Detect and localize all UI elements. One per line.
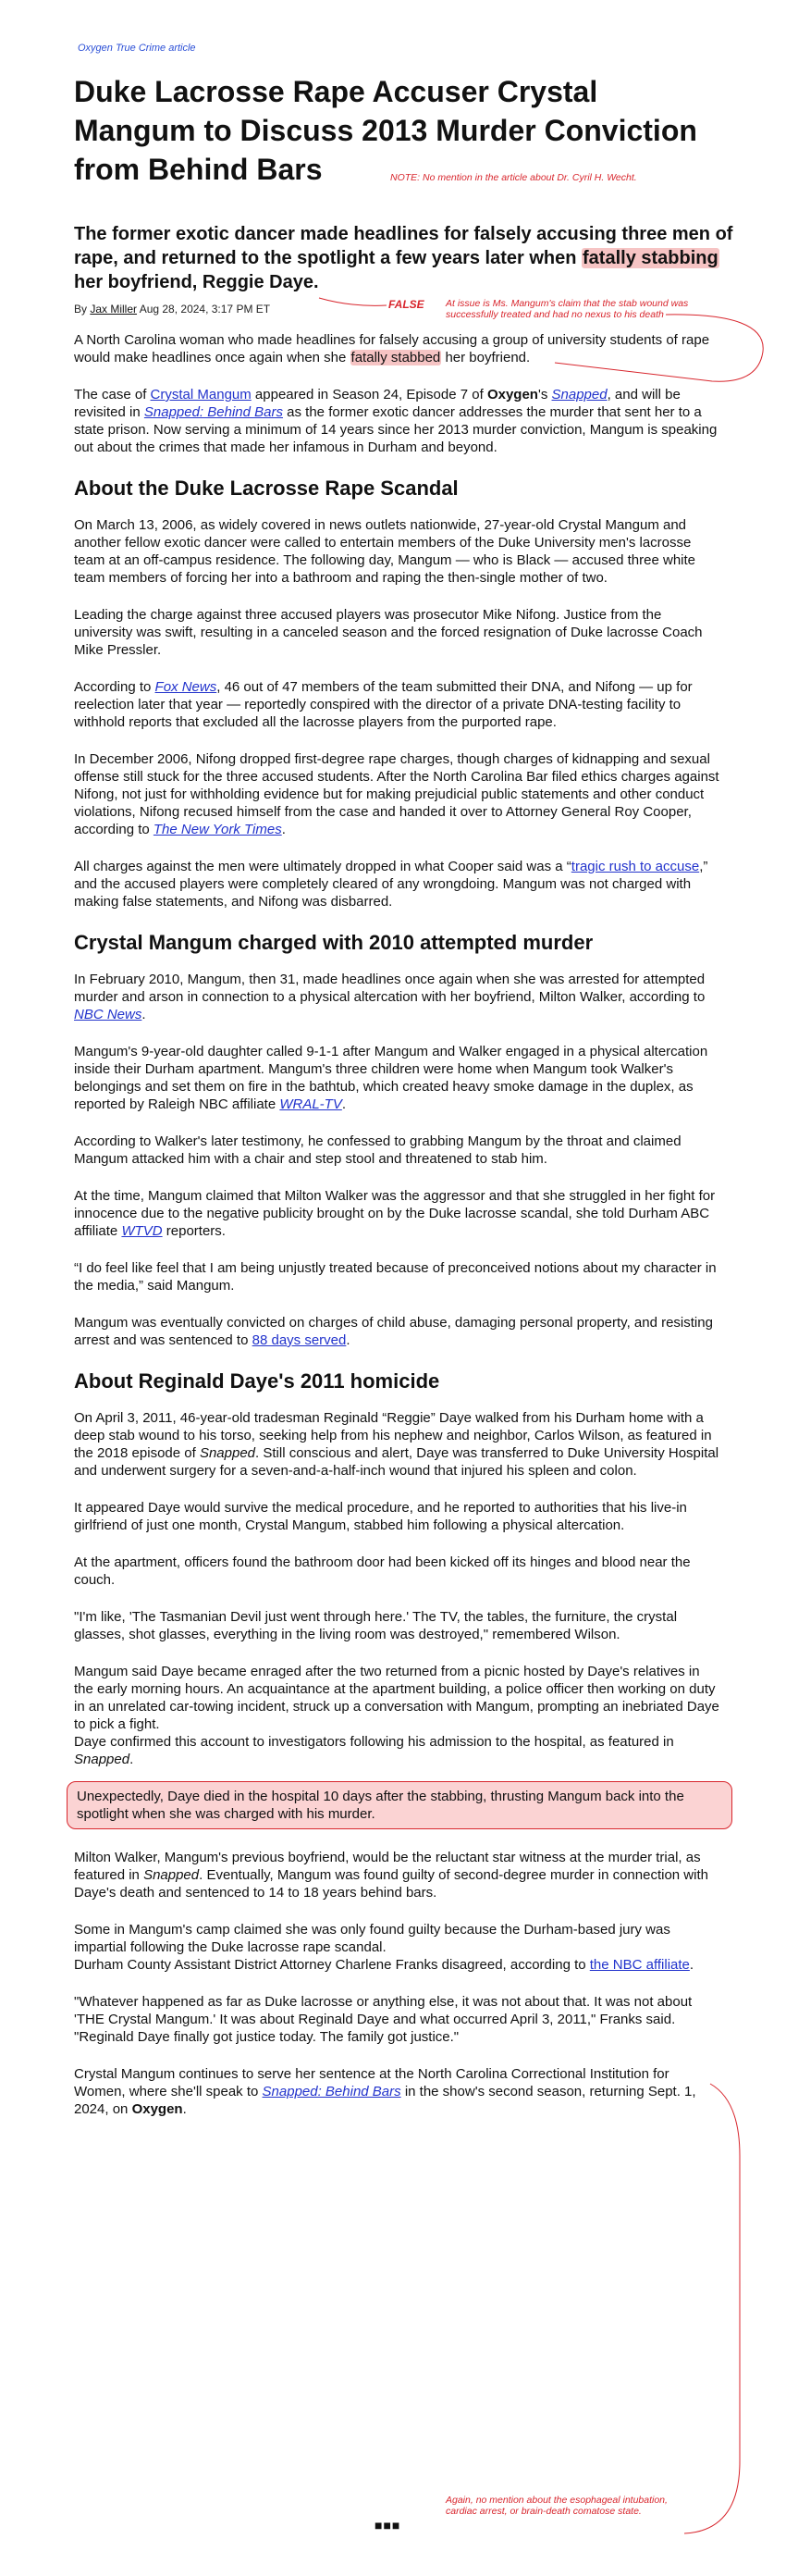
section1-paragraph-4: In December 2006, Nifong dropped first-degree rape charges, though charges of kidnapping and sexual offense still stuck for the three accused students. After the North Carolina Bar filed ethics charges against Nifong, not just for withholding evidence but for making prejudicial public statements and other conduct violations, Nifong recused himself from the case and handed it over to Attorney General Roy Cooper, according to The New York Times. xyxy=(74,751,719,837)
intro-paragraph-2: The case of Crystal Mangum appeared in Season 24, Episode 7 of Oxygen's Snapped, and will be revisited in Snapped: Behind Bars as the former exotic dancer addresses the murder that sent her to a state prison. Now serving a minimum of 14 years since her 2013 murder conviction, Mangum is speaking out about the crimes that made her infamous in Durham and beyond. xyxy=(74,387,718,455)
section3-paragraph-1: On April 3, 2011, 46-year-old tradesman Reginald “Reggie” Daye walked from his Durham home with a deep stab wound to his torso, seeking help from his nephew and neighbor, Carlos Wilson, as featured in the 2018 episode of Snapped. Still conscious and alert, Daye was transferred to Duke University Hospital and underwent surgery for a seven-and-a-half-inch wound that injured his spleen and colon. xyxy=(74,1410,719,1479)
annotation-wecht-note: NOTE: No mention in the article about Dr. Cyril H. Wecht. xyxy=(390,172,637,183)
section3-paragraph-5: Mangum said Daye became enraged after the two returned from a picnic hosted by Daye's relatives in the early morning hours. An acquaintance at the apartment building, a police officer then working on duty in an unrelated car-towing incident, struck up a conversation with Mangum, prompting an inebriated Daye to pick a fight. Daye confirmed this account to investigators following his admission to the hospital, as featured in Snapped. xyxy=(74,1664,719,1767)
annotation-connector-end xyxy=(684,2084,740,2533)
section3-paragraph-2: It appeared Daye would survive the medical procedure, and he reported to authorities that his live-in girlfriend of just one month, Crystal Mangum, stabbed him following a physical altercation. xyxy=(74,1500,687,1533)
section3-paragraph-3: At the apartment, officers found the bathroom door had been kicked off its hinges and blood near the couch. xyxy=(74,1554,691,1588)
intro-highlight: fatally stabbed xyxy=(350,350,441,365)
crystal-mangum-link[interactable]: Crystal Mangum xyxy=(150,387,252,402)
byline: By Jax Miller Aug 28, 2024, 3:17 PM ET xyxy=(74,303,271,316)
section1-paragraph-5: All charges against the men were ultimately dropped in what Cooper said was a “tragic rush to accuse,” and the accused players were completely cleared of any wrongdoing. Mangum was not charged with making false statements, and Nifong was disbarred. xyxy=(74,859,708,910)
snapped-behind-bars-link[interactable]: Snapped: Behind Bars xyxy=(143,404,283,420)
section2-paragraph-4: At the time, Mangum claimed that Milton Walker was the aggressor and that she struggled in her fight for innocence due to the negative publicity brought on by the Duke lacrosse scandal, she told Durham ABC affiliate WTVD reporters. xyxy=(74,1188,716,1239)
author-link[interactable]: Jax Miller xyxy=(90,303,138,316)
wral-tv-link[interactable]: WRAL-TV xyxy=(279,1096,342,1112)
section3-paragraph-4: "I'm like, 'The Tasmanian Devil just went through here.' The TV, the tables, the furniture, the crystal glasses, shot glasses, everything in the living room was destroyed," remembered Wilson. xyxy=(74,1609,678,1642)
article-body xyxy=(74,331,721,2137)
annotation-end-note: Again, no mention about the esophageal intubation, cardiac arrest, or brain-death comatose state. xyxy=(446,2495,668,2517)
new-york-times-link[interactable]: The New York Times xyxy=(153,822,282,837)
section-heading-duke-lacrosse: About the Duke Lacrosse Rape Scandal xyxy=(74,477,459,500)
section2-paragraph-2: Mangum's 9-year-old daughter called 9-1-1 after Mangum and Walker engaged in a physical altercation inside their Durham apartment. Mangum's three children were home when Mangum took Walker's belongings and set them on fire in the bathtub, which created heavy smoke damage in the duplex, as reported by Raleigh NBC affiliate WRAL-TV. xyxy=(74,1044,708,1112)
highlighted-death-paragraph: Unexpectedly, Daye died in the hospital 10 days after the stabbing, thrusting Mangum back into the spotlight when she was charged with his murder. xyxy=(67,1781,732,1829)
annotation-false-label: FALSE xyxy=(388,298,424,311)
section2-paragraph-3: According to Walker's later testimony, he confessed to grabbing Mangum by the throat and claimed Mangum attacked him with a chair and step stool and threatened to stab him. xyxy=(74,1133,682,1167)
section-heading-daye-homicide: About Reginald Daye's 2011 homicide xyxy=(74,1369,440,1393)
section1-paragraph-2: Leading the charge against three accused players was prosecutor Mike Nifong. Justice from the university was swift, resulting in a canceled season and the forced resignation of Duke lacrosse Coach Mike Pressler. xyxy=(74,607,703,658)
nbc-news-link[interactable]: NBC News xyxy=(74,1007,142,1022)
article-end-mark: ■■■ xyxy=(375,2518,401,2533)
fox-news-link[interactable]: Fox News xyxy=(154,679,217,695)
88-days-served-link[interactable]: 88 days served xyxy=(252,1332,347,1348)
intro-paragraph-1: A North Carolina woman who made headlines for falsely accusing a group of university students of rape would make headlines once again when she fatally stabbed her boyfriend. xyxy=(74,332,710,365)
section3-paragraph-7: Milton Walker, Mangum's previous boyfriend, would be the reluctant star witness at the murder trial, as featured in Snapped. Eventually, Mangum was found guilty of second-degree murder in connection with Daye's death and sentenced to 14 to 18 years behind bars. xyxy=(74,1850,708,1901)
section2-paragraph-6: Mangum was eventually convicted on charges of child abuse, damaging personal property, and resisting arrest and was sentenced to 88 days served. xyxy=(74,1315,713,1348)
section2-paragraph-1: In February 2010, Mangum, then 31, made headlines once again when she was arrested for attempted murder and arson in connection to a physical altercation with her boyfriend, Milton Walker, according to NBC News. xyxy=(74,972,706,1022)
section1-paragraph-3: According to Fox News, 46 out of 47 members of the team submitted their DNA, and Nifong — up for reelection later that year — reportedly conspired with the director of a private DNA-testing facility to withhold reports that excluded all the lacrosse players from the purported rape. xyxy=(74,679,693,730)
nbc-affiliate-link[interactable]: the NBC affiliate xyxy=(589,1957,690,1973)
snapped-link[interactable]: Snapped xyxy=(551,387,608,402)
article-kicker: Oxygen True Crime article xyxy=(78,43,196,54)
section1-paragraph-1: On March 13, 2006, as widely covered in news outlets nationwide, 27-year-old Crystal Mangum and another fellow exotic dancer were called to entertain members of the Duke University men's lacrosse team at an off-campus residence. The following day, Mangum — who is Black — accused three white team members of forcing her into a bathroom and raping the then-single mother of two. xyxy=(74,517,695,586)
annotation-connector-dek xyxy=(319,298,387,305)
section3-paragraph-10: Crystal Mangum continues to serve her sentence at the North Carolina Correctional Institution for Women, where she'll speak to Snapped: Behind Bars in the show's second season, returning Sept. 1, 2024, on Oxygen. xyxy=(74,2066,696,2117)
dek-highlight: fatally stabbing xyxy=(583,248,718,268)
section3-paragraph-8: Some in Mangum's camp claimed she was only found guilty because the Durham-based jury was impartial following the Duke lacrosse rape scandal. Durham County Assistant District Attorney Charlene Franks disagreed, according to the NBC affiliate. xyxy=(74,1922,694,1973)
headline: Duke Lacrosse Rape Accuser Crystal Mangum to Discuss 2013 Murder Conviction from Behind Bars xyxy=(74,75,697,186)
article-dek: The former exotic dancer made headlines for falsely accusing three men of rape, and returned to the spotlight a few years later when fatally stabbing her boyfriend, Reggie Daye. xyxy=(74,224,733,292)
publish-date: Aug 28, 2024, 3:17 PM ET xyxy=(137,303,271,316)
tragic-rush-link[interactable]: tragic rush to accuse xyxy=(571,859,700,874)
annotation-stab-wound-note: At issue is Ms. Mangum's claim that the stab wound was successfully treated and had no nexus to his death xyxy=(446,298,689,320)
section-heading-2010-attempted-murder: Crystal Mangum charged with 2010 attempted murder xyxy=(74,931,594,954)
snapped-behind-bars-link-2[interactable]: Snapped: Behind Bars xyxy=(262,2084,401,2099)
wtvd-link[interactable]: WTVD xyxy=(121,1223,163,1239)
section2-paragraph-5: “I do feel like feel that I am being unjustly treated because of preconceived notions about my character in the media,” said Mangum. xyxy=(74,1260,717,1294)
section3-paragraph-9: "Whatever happened as far as Duke lacrosse or anything else, it was not about that. It was not about 'THE Crystal Mangum.' It was about Reginald Daye and what occurred April 3, 2011," Franks said. "Reginald Daye finally got justice today. The family got justice." xyxy=(74,1994,693,2045)
